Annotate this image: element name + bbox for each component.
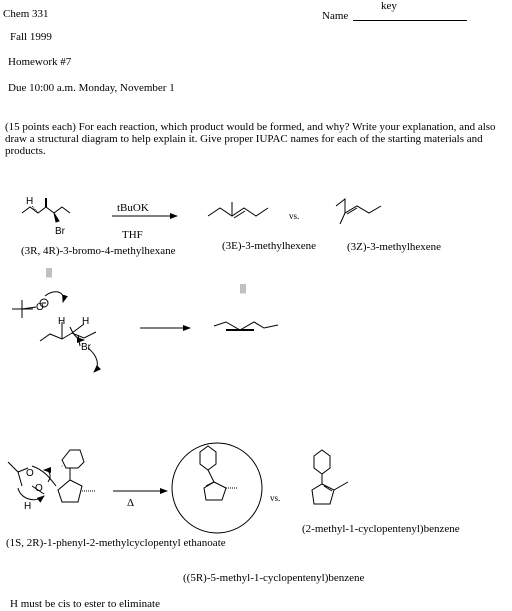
solvent-label: THF [122, 229, 143, 241]
footnote: H must be cis to ester to eliminate [10, 598, 160, 610]
product-e-structure [208, 202, 268, 218]
vs-label-1: vs. [289, 211, 300, 221]
atom-o-1: O [36, 302, 44, 313]
homework-label: Homework #7 [8, 56, 72, 68]
product-circled-name: ((5R)-5-methyl-1-cyclopentenyl)benzene [183, 572, 365, 584]
atom-br-1: Br [55, 226, 65, 237]
product-alt-name: (2-methyl-1-cyclopentenyl)benzene [302, 523, 460, 535]
heat-label: Δ [127, 497, 135, 509]
reagent-label: tBuOK [117, 202, 149, 214]
atom-o-2: O [26, 468, 34, 479]
vs-label-2: vs. [270, 493, 281, 503]
atom-h-2: H [58, 316, 66, 327]
course-label: Chem 331 [3, 8, 49, 20]
atom-h-3: H [82, 316, 90, 327]
term-label: Fall 1999 [10, 31, 52, 43]
starting-material-name-1: (3R, 4R)-3-bromo-4-methylhexane [21, 245, 176, 257]
product-b-name: (3Z)-3-methylhexene [347, 241, 442, 253]
equivalence-mark-1: ||| [46, 267, 53, 278]
circled-product-structure [172, 443, 262, 533]
product-z-structure [336, 199, 381, 224]
instructions: (15 points each) For each reaction, which product would be formed, and why? Write your explanation, and also draw a structural diagram to help explain it. Give proper IUPAC names for each of the starting materials and products. [5, 121, 496, 157]
name-label: Name [322, 10, 349, 22]
equivalence-mark-2: ||| [240, 283, 247, 294]
name-value: key [381, 0, 397, 12]
atom-o-3: O [35, 483, 43, 494]
alternative-product-structure [312, 450, 348, 504]
mechanism-product-structure [214, 322, 278, 330]
due-date: Due 10:00 a.m. Monday, November 1 [8, 82, 175, 94]
atom-h-4: H [24, 501, 32, 512]
atom-h-1: H [26, 196, 34, 207]
atom-br-2: Br [81, 342, 91, 353]
product-a-name: (3E)-3-methylhexene [222, 240, 317, 252]
starting-material-name-2: (1S, 2R)-1-phenyl-2-methylcyclopentyl ethanoate [6, 537, 226, 549]
starting-material-2-structure [8, 450, 96, 502]
